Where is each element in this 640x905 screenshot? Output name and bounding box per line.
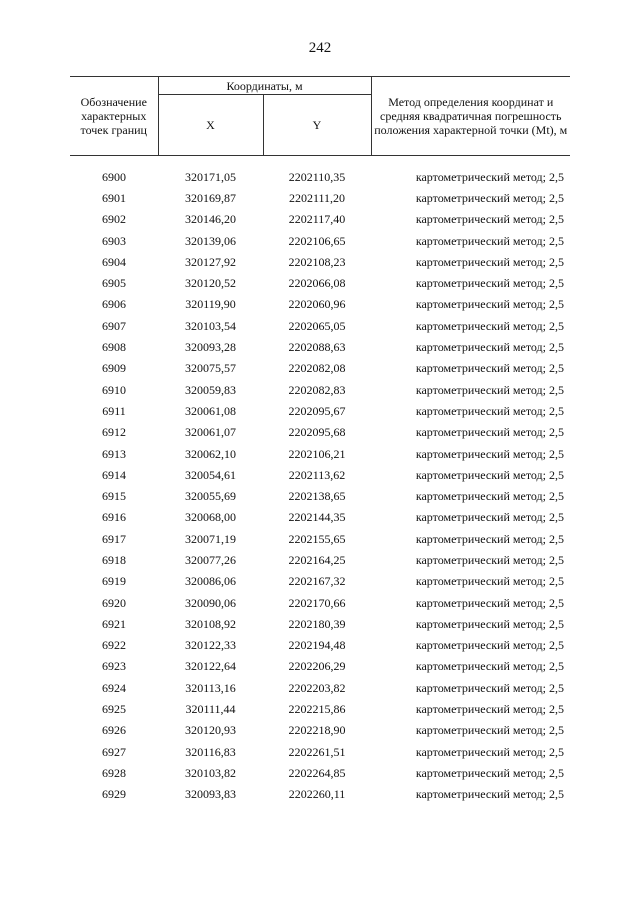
point-cell: 6918 <box>102 552 126 567</box>
y-cell: 2202206,29 <box>288 659 346 674</box>
point-cell: 6909 <box>102 361 126 376</box>
x-cell: 320111,44 <box>185 702 236 717</box>
x-column-header: X <box>158 95 263 156</box>
x-cell: 320061,08 <box>185 403 236 418</box>
point-cell: 6906 <box>102 297 126 312</box>
method-cell: картометрический метод; 2,5 <box>415 510 564 525</box>
point-cell: 6919 <box>102 574 126 589</box>
table-row <box>70 379 570 400</box>
x-cell: 320077,26 <box>185 552 236 567</box>
point-cell: 6911 <box>102 403 126 418</box>
point-cell: 6923 <box>102 659 126 674</box>
method-cell: картометрический метод; 2,5 <box>415 787 564 802</box>
table-row <box>70 485 570 506</box>
table-row <box>70 336 570 357</box>
x-cell: 320054,61 <box>185 467 236 482</box>
point-cell: 6904 <box>102 254 126 269</box>
method-cell: картометрический метод; 2,5 <box>415 169 564 184</box>
table-row <box>70 251 570 272</box>
point-cell: 6927 <box>102 744 126 759</box>
method-cell: картометрический метод; 2,5 <box>415 340 564 355</box>
coordinates-table <box>70 76 570 805</box>
point-cell: 6915 <box>102 489 126 504</box>
y-cell: 2202106,65 <box>288 233 346 248</box>
method-cell: картометрический метод; 2,5 <box>415 212 564 227</box>
point-cell: 6908 <box>102 340 126 355</box>
x-cell: 320093,83 <box>185 787 236 802</box>
point-cell: 6922 <box>102 638 126 653</box>
y-cell: 2202164,25 <box>288 552 346 567</box>
x-cell: 320139,06 <box>185 233 236 248</box>
table-header <box>70 77 570 156</box>
x-cell: 320103,54 <box>185 318 236 333</box>
point-cell: 6901 <box>102 190 126 205</box>
table-row <box>70 272 570 293</box>
method-cell: картометрический метод; 2,5 <box>415 744 564 759</box>
x-cell: 320086,06 <box>185 574 236 589</box>
method-cell: картометрический метод; 2,5 <box>415 297 564 312</box>
y-cell: 2202264,85 <box>288 765 346 780</box>
table-row <box>70 720 570 741</box>
table-row <box>70 571 570 592</box>
y-cell: 2202144,35 <box>288 510 346 525</box>
x-cell: 320108,92 <box>185 616 236 631</box>
table-row <box>70 592 570 613</box>
y-cell: 2202203,82 <box>288 680 346 695</box>
x-cell: 320062,10 <box>185 446 236 461</box>
method-cell: картометрический метод; 2,5 <box>415 254 564 269</box>
y-cell: 2202261,51 <box>288 744 346 759</box>
point-cell: 6912 <box>102 425 126 440</box>
table-row <box>70 784 570 805</box>
table-row <box>70 507 570 528</box>
method-cell: картометрический метод; 2,5 <box>415 616 564 631</box>
x-cell: 320093,28 <box>185 340 236 355</box>
table-row <box>70 656 570 677</box>
method-cell: картометрический метод; 2,5 <box>415 680 564 695</box>
point-cell: 6920 <box>102 595 126 610</box>
y-cell: 2202117,40 <box>288 212 346 227</box>
point-cell: 6928 <box>102 765 126 780</box>
table-row <box>70 528 570 549</box>
method-cell: картометрический метод; 2,5 <box>415 446 564 461</box>
method-cell: картометрический метод; 2,5 <box>415 403 564 418</box>
point-cell: 6913 <box>102 446 126 461</box>
y-cell: 2202110,35 <box>288 169 346 184</box>
point-cell: 6926 <box>102 723 126 738</box>
y-cell: 2202095,68 <box>288 425 346 440</box>
y-cell: 2202082,08 <box>288 361 346 376</box>
table-row <box>70 230 570 251</box>
point-cell: 6921 <box>102 616 126 631</box>
method-cell: картометрический метод; 2,5 <box>415 702 564 717</box>
method-cell: картометрический метод; 2,5 <box>415 531 564 546</box>
table-row <box>70 400 570 421</box>
x-cell: 320169,87 <box>185 190 236 205</box>
y-cell: 2202066,08 <box>288 276 346 291</box>
y-cell: 2202088,63 <box>288 340 346 355</box>
method-cell: картометрический метод; 2,5 <box>415 467 564 482</box>
point-cell: 6905 <box>102 276 126 291</box>
method-cell: картометрический метод; 2,5 <box>415 765 564 780</box>
table-spacer <box>70 156 570 167</box>
method-cell: картометрический метод; 2,5 <box>415 723 564 738</box>
table-row <box>70 315 570 336</box>
page-number: 242 <box>308 40 332 56</box>
point-cell: 6900 <box>102 169 126 184</box>
table-row <box>70 613 570 634</box>
method-cell: картометрический метод; 2,5 <box>415 233 564 248</box>
table-row <box>70 677 570 698</box>
y-cell: 2202111,20 <box>288 190 346 205</box>
x-cell: 320090,06 <box>185 595 236 610</box>
y-cell: 2202106,21 <box>288 446 346 461</box>
method-cell: картометрический метод; 2,5 <box>415 318 564 333</box>
coordinates-column-header: Координаты, м <box>158 77 371 95</box>
point-cell: 6902 <box>102 212 126 227</box>
table-row <box>70 741 570 762</box>
table-row <box>70 549 570 570</box>
table-row <box>70 464 570 485</box>
y-cell: 2202113,62 <box>288 467 346 482</box>
y-cell: 2202095,67 <box>288 403 346 418</box>
method-cell: картометрический метод; 2,5 <box>415 595 564 610</box>
x-cell: 320103,82 <box>185 765 236 780</box>
table-row <box>70 166 570 187</box>
table-body <box>70 156 570 805</box>
y-cell: 2202065,05 <box>288 318 346 333</box>
x-cell: 320116,83 <box>185 744 236 759</box>
y-cell: 2202218,90 <box>288 723 346 738</box>
method-cell: картометрический метод; 2,5 <box>415 659 564 674</box>
x-cell: 320071,19 <box>185 531 236 546</box>
y-cell: 2202155,65 <box>288 531 346 546</box>
x-cell: 320075,57 <box>185 361 236 376</box>
y-cell: 2202138,65 <box>288 489 346 504</box>
point-cell: 6929 <box>102 787 126 802</box>
table-row <box>70 698 570 719</box>
point-column-header: Обозначение характерных точек границ <box>70 77 158 156</box>
method-cell: картометрический метод; 2,5 <box>415 425 564 440</box>
y-cell: 2202082,83 <box>288 382 346 397</box>
y-cell: 2202260,11 <box>288 787 346 802</box>
x-cell: 320113,16 <box>185 680 236 695</box>
method-cell: картометрический метод; 2,5 <box>415 276 564 291</box>
x-cell: 320171,05 <box>185 169 236 184</box>
method-column-header: Метод определения координат и средняя квадратичная погрешность положения характерной точки (Мt), м <box>371 77 570 156</box>
x-cell: 320055,69 <box>185 489 236 504</box>
point-cell: 6924 <box>102 680 126 695</box>
point-cell: 6916 <box>102 510 126 525</box>
table-row <box>70 358 570 379</box>
y-cell: 2202194,48 <box>288 638 346 653</box>
y-cell: 2202060,96 <box>288 297 346 312</box>
x-cell: 320061,07 <box>185 425 236 440</box>
method-cell: картометрический метод; 2,5 <box>415 574 564 589</box>
x-cell: 320120,93 <box>185 723 236 738</box>
x-cell: 320119,90 <box>185 297 236 312</box>
method-cell: картометрический метод; 2,5 <box>415 361 564 376</box>
x-cell: 320122,64 <box>185 659 236 674</box>
y-column-header: Y <box>263 95 371 156</box>
table-row <box>70 762 570 783</box>
point-cell: 6917 <box>102 531 126 546</box>
point-cell: 6914 <box>102 467 126 482</box>
method-cell: картометрический метод; 2,5 <box>415 638 564 653</box>
x-cell: 320146,20 <box>185 212 236 227</box>
x-cell: 320127,92 <box>185 254 236 269</box>
x-cell: 320068,00 <box>185 510 236 525</box>
table-row <box>70 187 570 208</box>
x-cell: 320120,52 <box>185 276 236 291</box>
table-row <box>70 209 570 230</box>
table-row <box>70 294 570 315</box>
point-cell: 6925 <box>102 702 126 717</box>
y-cell: 2202108,23 <box>288 254 346 269</box>
y-cell: 2202170,66 <box>288 595 346 610</box>
y-cell: 2202215,86 <box>288 702 346 717</box>
x-cell: 320059,83 <box>185 382 236 397</box>
method-cell: картометрический метод; 2,5 <box>415 382 564 397</box>
method-cell: картометрический метод; 2,5 <box>415 489 564 504</box>
point-cell: 6903 <box>102 233 126 248</box>
table-row <box>70 422 570 443</box>
method-cell: картометрический метод; 2,5 <box>415 552 564 567</box>
table-row <box>70 635 570 656</box>
point-cell: 6910 <box>102 382 126 397</box>
point-cell: 6907 <box>102 318 126 333</box>
y-cell: 2202180,39 <box>288 616 346 631</box>
method-cell: картометрический метод; 2,5 <box>415 190 564 205</box>
x-cell: 320122,33 <box>185 638 236 653</box>
table-row <box>70 443 570 464</box>
y-cell: 2202167,32 <box>288 574 346 589</box>
